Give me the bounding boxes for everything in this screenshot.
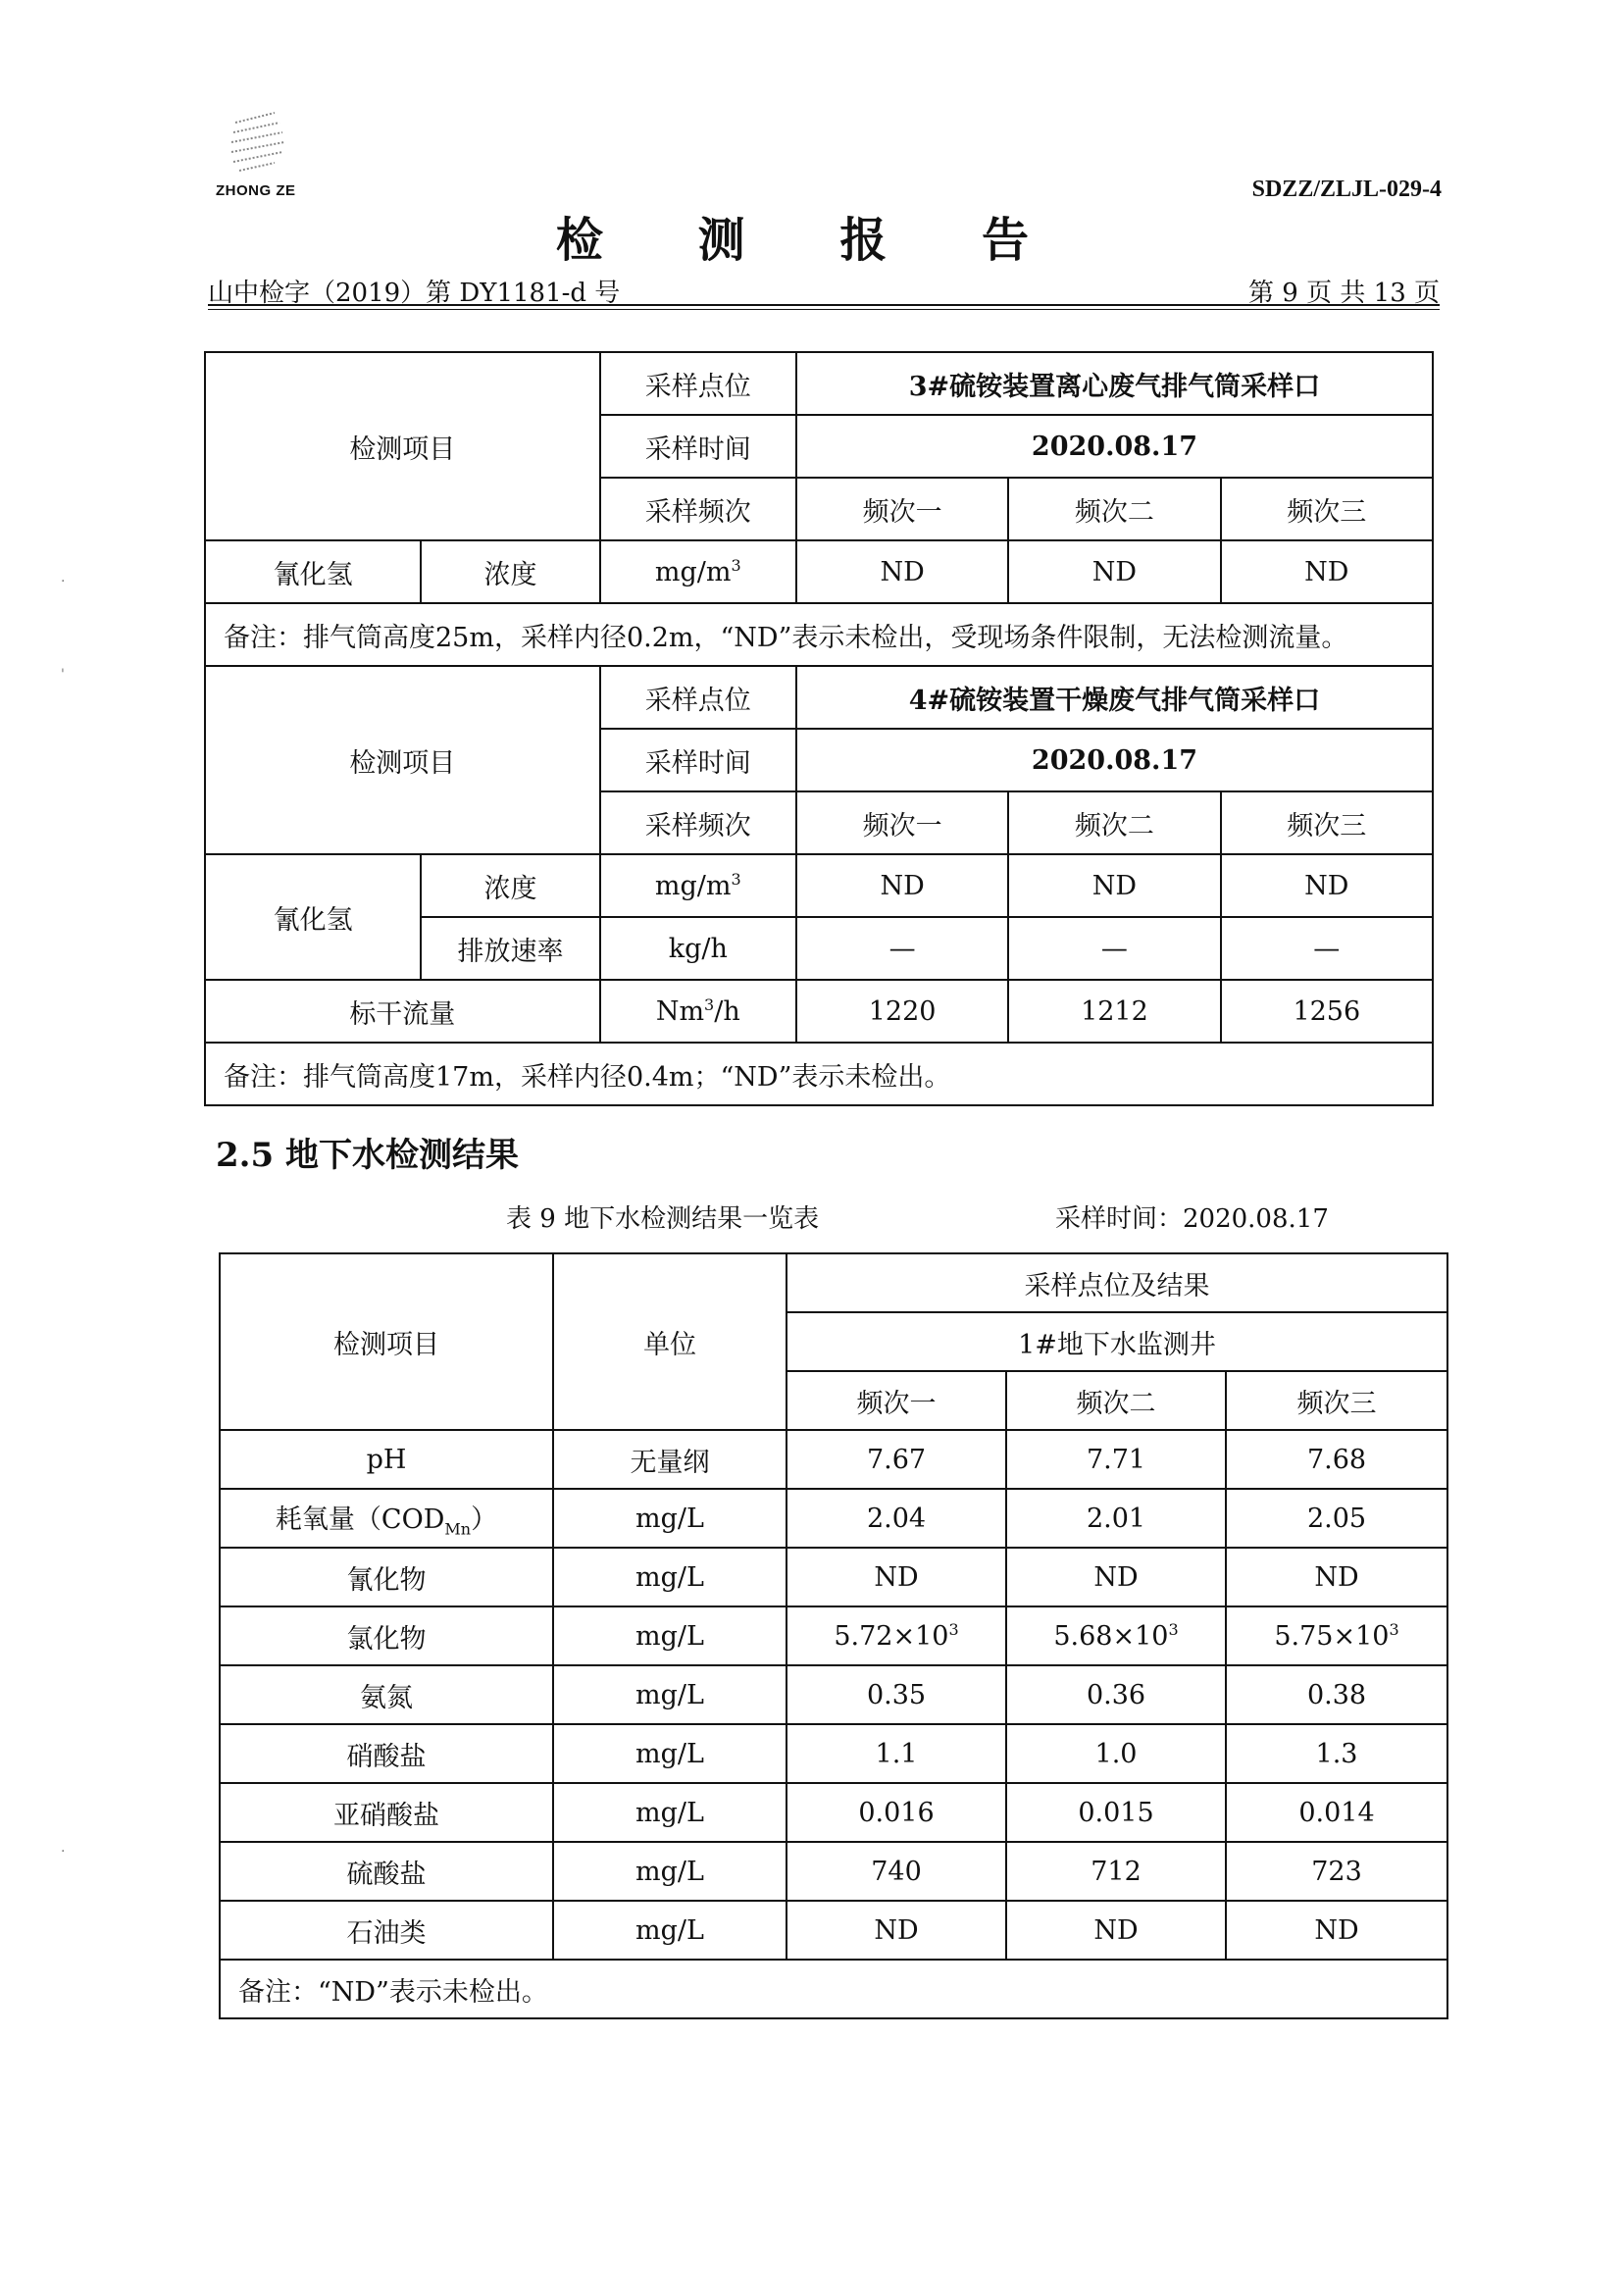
item-name: 耗氧量$(COD_{Mn})$ bbox=[220, 1489, 553, 1548]
value-cell: 0.36 bbox=[1006, 1665, 1226, 1724]
table-row bbox=[220, 1665, 1447, 1724]
time-label: 采样时间 bbox=[600, 415, 796, 478]
value-cell: 1212 bbox=[1008, 980, 1220, 1043]
value-cell: 2.01 bbox=[1006, 1489, 1226, 1548]
param-name: 浓度 bbox=[421, 540, 599, 603]
value-cell: 0.015 bbox=[1006, 1783, 1226, 1842]
value-cell: ND bbox=[1226, 1548, 1447, 1606]
freq-header: 频次二 bbox=[1008, 478, 1220, 540]
waste-gas-results-table bbox=[204, 351, 1434, 1106]
value-cell: 1.3 bbox=[1226, 1724, 1447, 1783]
value-cell: ND bbox=[1226, 1901, 1447, 1960]
unit-cell: mg/L bbox=[553, 1489, 787, 1548]
unit-cell: mg/L bbox=[553, 1842, 787, 1901]
table-note: 备注：“ND”表示未检出。 bbox=[220, 1960, 1447, 2018]
table-row bbox=[220, 1724, 1447, 1783]
value-cell: 0.38 bbox=[1226, 1665, 1447, 1724]
header-rule-thick bbox=[208, 304, 1440, 306]
value-cell: — bbox=[796, 917, 1008, 980]
company-logo bbox=[206, 108, 314, 201]
table-row bbox=[220, 1489, 1447, 1548]
logo-mark-icon bbox=[226, 108, 294, 181]
value-cell: ND bbox=[1006, 1548, 1226, 1606]
param-name: 排放速率 bbox=[421, 917, 599, 980]
document-code: SDZZ/ZLJL-029-4 bbox=[1251, 177, 1442, 202]
value-cell: — bbox=[1221, 917, 1433, 980]
logo-text: ZHONG ZE bbox=[216, 182, 296, 199]
unit-cell: kg/h bbox=[600, 917, 796, 980]
freq-header: 频次一 bbox=[787, 1371, 1006, 1430]
item-header: 检测项目 bbox=[205, 666, 600, 854]
item-name: pH bbox=[220, 1430, 553, 1489]
unit-cell: mg/L bbox=[553, 1724, 787, 1783]
freq-label: 采样频次 bbox=[600, 791, 796, 854]
unit-cell: Nm$^3$/h bbox=[600, 980, 796, 1043]
item-name: 硝酸盐 bbox=[220, 1724, 553, 1783]
scan-mark: ' bbox=[61, 667, 65, 683]
value-cell: 712 bbox=[1006, 1842, 1226, 1901]
scan-mark: · bbox=[61, 574, 66, 589]
scan-mark: · bbox=[61, 1844, 66, 1860]
item-name: 石油类 bbox=[220, 1901, 553, 1960]
value-cell: 740 bbox=[787, 1842, 1006, 1901]
pollutant-name: 氰化氢 bbox=[205, 540, 421, 603]
freq-header: 频次三 bbox=[1221, 791, 1433, 854]
table-row bbox=[220, 1842, 1447, 1901]
table-row bbox=[220, 1430, 1447, 1489]
value-cell: 2.04 bbox=[787, 1489, 1006, 1548]
value-cell: ND bbox=[796, 854, 1008, 917]
value-cell: 7.68 bbox=[1226, 1430, 1447, 1489]
item-header: 检测项目 bbox=[220, 1253, 553, 1430]
point-value: 4#硫铵装置干燥废气排气筒采样口 bbox=[796, 666, 1433, 729]
freq-header: 频次二 bbox=[1008, 791, 1220, 854]
header-rule-thin bbox=[208, 309, 1440, 310]
item-header: 检测项目 bbox=[205, 352, 600, 540]
page-title: 检 测 报 告 bbox=[555, 213, 1069, 268]
groundwater-results-table bbox=[219, 1252, 1448, 2019]
value-cell: $5.72\times 10^3$ bbox=[787, 1606, 1006, 1665]
value-cell: ND bbox=[1008, 854, 1220, 917]
value-cell: 723 bbox=[1226, 1842, 1447, 1901]
unit-cell: mg/L bbox=[553, 1606, 787, 1665]
param-name: 浓度 bbox=[421, 854, 599, 917]
value-cell: 7.67 bbox=[787, 1430, 1006, 1489]
freq-header: 频次二 bbox=[1006, 1371, 1226, 1430]
value-cell: $5.75\times 10^3$ bbox=[1226, 1606, 1447, 1665]
flow-label: 标干流量 bbox=[205, 980, 600, 1043]
point-label: 采样点位 bbox=[600, 352, 796, 415]
value-cell: ND bbox=[787, 1548, 1006, 1606]
well-header: 1#地下水监测井 bbox=[787, 1312, 1447, 1371]
value-cell: 1220 bbox=[796, 980, 1008, 1043]
unit-cell: 无量纲 bbox=[553, 1430, 787, 1489]
freq-header: 频次一 bbox=[796, 791, 1008, 854]
value-cell: ND bbox=[1221, 540, 1433, 603]
time-label: 采样时间 bbox=[600, 729, 796, 791]
report-number: 山中检字（2019）第 DY1181-d 号 bbox=[208, 279, 621, 308]
value-cell: ND bbox=[1008, 540, 1220, 603]
value-cell: 0.014 bbox=[1226, 1783, 1447, 1842]
table-caption-time: 采样时间：2020.08.17 bbox=[1055, 1204, 1329, 1234]
table-row bbox=[220, 1548, 1447, 1606]
value-cell: 0.016 bbox=[787, 1783, 1006, 1842]
table-caption: 表 9 地下水检测结果一览表 bbox=[506, 1204, 820, 1234]
unit-cell: $mg/m^3$ bbox=[600, 854, 796, 917]
unit-cell: $mg/m^3$ bbox=[600, 540, 796, 603]
table-row bbox=[220, 1901, 1447, 1960]
table-note: 备注：排气筒高度25m，采样内径0.2m，“ND”表示未检出，受现场条件限制，无法检测流量。 bbox=[205, 603, 1433, 666]
unit-cell: mg/L bbox=[553, 1665, 787, 1724]
point-value: 3#硫铵装置离心废气排气筒采样口 bbox=[796, 352, 1433, 415]
table-row bbox=[220, 1783, 1447, 1842]
page-number: 第 9 页 共 13 页 bbox=[1248, 279, 1440, 308]
item-name: 亚硝酸盐 bbox=[220, 1783, 553, 1842]
freq-header: 频次三 bbox=[1226, 1371, 1447, 1430]
value-cell: 0.35 bbox=[787, 1665, 1006, 1724]
freq-header: 频次一 bbox=[796, 478, 1008, 540]
item-name: 氰化物 bbox=[220, 1548, 553, 1606]
value-cell: ND bbox=[1221, 854, 1433, 917]
time-value: 2020.08.17 bbox=[796, 415, 1433, 478]
unit-cell: mg/L bbox=[553, 1548, 787, 1606]
value-cell: 1256 bbox=[1221, 980, 1433, 1043]
table-row bbox=[220, 1606, 1447, 1665]
point-label: 采样点位 bbox=[600, 666, 796, 729]
table-note: 备注：排气筒高度17m，采样内径0.4m；“ND”表示未检出。 bbox=[205, 1043, 1433, 1105]
value-cell: 7.71 bbox=[1006, 1430, 1226, 1489]
item-name: 硫酸盐 bbox=[220, 1842, 553, 1901]
value-cell: — bbox=[1008, 917, 1220, 980]
value-cell: 1.0 bbox=[1006, 1724, 1226, 1783]
value-cell: $5.68\times 10^3$ bbox=[1006, 1606, 1226, 1665]
value-cell: 2.05 bbox=[1226, 1489, 1447, 1548]
value-cell: 1.1 bbox=[787, 1724, 1006, 1783]
unit-cell: mg/L bbox=[553, 1783, 787, 1842]
item-name: 氨氮 bbox=[220, 1665, 553, 1724]
value-cell: ND bbox=[1006, 1901, 1226, 1960]
unit-header: 单位 bbox=[553, 1253, 787, 1430]
unit-cell: mg/L bbox=[553, 1901, 787, 1960]
value-cell: ND bbox=[787, 1901, 1006, 1960]
value-cell: ND bbox=[796, 540, 1008, 603]
section-heading: 2.5 地下水检测结果 bbox=[216, 1136, 519, 1175]
freq-header: 频次三 bbox=[1221, 478, 1433, 540]
points-header: 采样点位及结果 bbox=[787, 1253, 1447, 1312]
pollutant-name: 氰化氢 bbox=[205, 854, 421, 980]
time-value: 2020.08.17 bbox=[796, 729, 1433, 791]
item-name: 氯化物 bbox=[220, 1606, 553, 1665]
freq-label: 采样频次 bbox=[600, 478, 796, 540]
